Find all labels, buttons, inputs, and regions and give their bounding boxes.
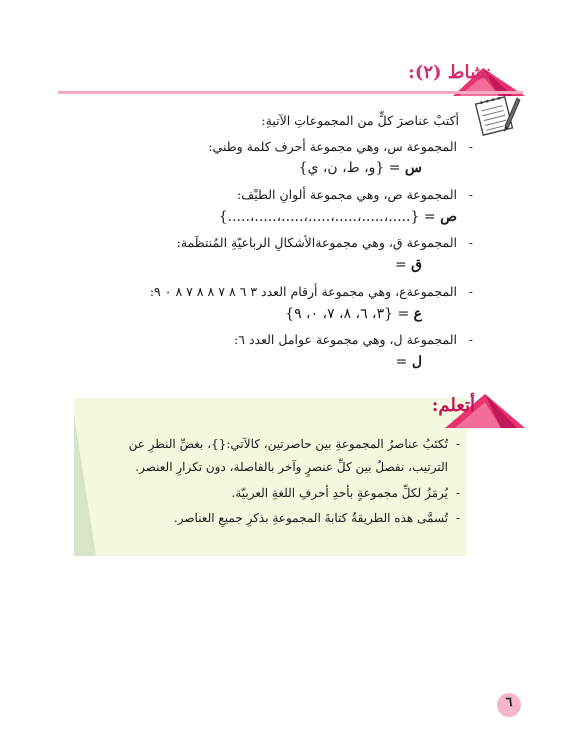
set-value: = bbox=[394, 257, 407, 273]
set-label: س bbox=[404, 160, 422, 176]
set-value: = bbox=[395, 354, 408, 370]
learn-box bbox=[74, 398, 467, 556]
set-label: ع bbox=[413, 306, 422, 322]
page-number: ٦ bbox=[505, 695, 513, 710]
set-line-1 bbox=[299, 160, 422, 176]
set-line-2 bbox=[219, 209, 457, 225]
set-line-5 bbox=[396, 354, 422, 370]
set-label: ص bbox=[440, 209, 457, 225]
set-label: ل bbox=[411, 354, 422, 370]
activity-title: نشاط (٢): bbox=[408, 62, 491, 83]
activity-underline bbox=[58, 91, 523, 94]
set-value: = {و، ط، ن، ي} bbox=[298, 160, 401, 176]
activity-item-2: - المجموعة ص، وهي مجموعة ألوانِ الطيْف: bbox=[237, 187, 457, 202]
activity-item-3: - المجموعة ق، وهي مجموعةالأشكالِ الرباعيّةِ المُنتظَمة: bbox=[177, 235, 457, 250]
activity-item-4: - المجموعةع، وهي مجموعة أرقام العدد ٣ ٦ ٨ ٧ ٨ ٨ ٧ ٨ ٠ ٩: bbox=[150, 284, 457, 299]
set-label: ق bbox=[411, 257, 422, 273]
set-line-3 bbox=[395, 257, 422, 273]
activity-item-5: - المجموعة ل، وهي مجموعة عوامل العدد ٦: bbox=[234, 332, 457, 347]
notepad-pencil-icon bbox=[471, 92, 521, 136]
learn-title: أتعلم: bbox=[431, 395, 475, 416]
learn-item-2: - يُرمَزُ لكلِّ مجموعةٍ بأحدِ أحرفِ اللغةِ العربيّة. bbox=[231, 486, 460, 500]
activity-item-1: - المجموعة س، وهي مجموعة أحرف كلمة وطني: bbox=[208, 139, 457, 154]
learn-item-1-line-2: الترتيب، نفصلُ بين كلِّ عنصرٍ وآخر بالفاصلة، دون تكرارِ العنصر. bbox=[135, 460, 448, 474]
set-value: = {٣، ٦، ٨، ٧، ٠، ٩} bbox=[285, 306, 410, 322]
learn-item-1-line-1: - تُكتَبُ عناصرُ المجموعةِ بين حاصرتين، كالآتي:{}، بغضِّ النظرِ عن bbox=[128, 437, 460, 451]
set-value: = {.....،.....،.....،.....،.....،.....،.....} bbox=[218, 209, 436, 225]
set-line-4 bbox=[285, 306, 422, 322]
activity-instruction: أكتبْ عناصرَ كلٍّ من المجموعاتِ الآتيةِ: bbox=[261, 113, 459, 128]
learn-item-3: - تُسمَّى هذه الطريقةُ كتابةَ المجموعةِ بذكرِ جميعِ العناصر. bbox=[173, 511, 460, 525]
